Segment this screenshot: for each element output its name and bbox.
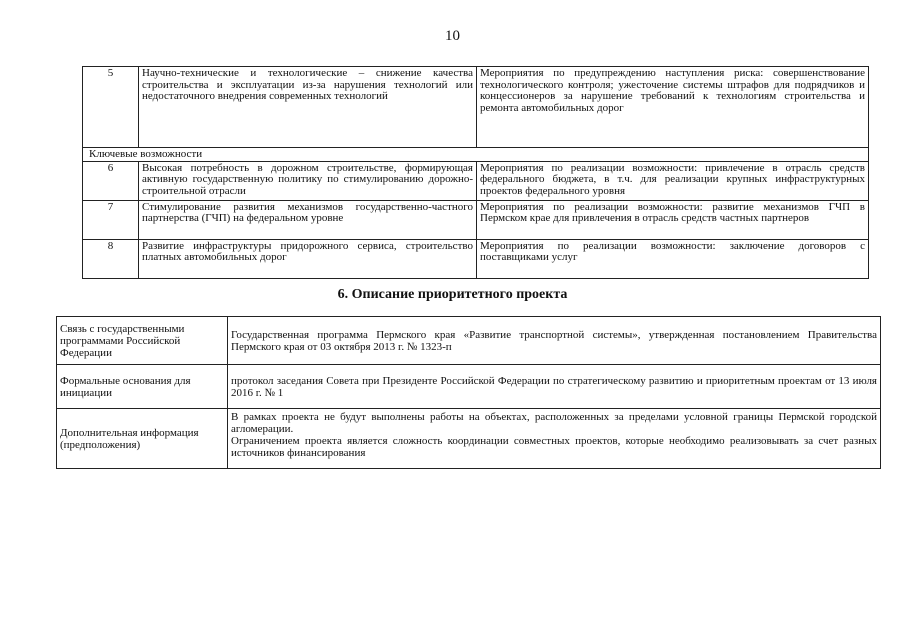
row-number: 5 <box>83 67 139 148</box>
field-value: протокол заседания Совета при Президенте Российской Федерации по стратегическому развитию и приоритетным проектам от 13 июля 2016 г. № 1 <box>228 365 881 409</box>
row-number: 8 <box>83 239 139 278</box>
table-row <box>83 239 869 278</box>
table-row <box>57 317 881 365</box>
constraint-text: Ограничением проекта является сложность координации совместных проектов, которые необходимо реализовывать за счет разных источников финансирования <box>231 435 877 459</box>
section-label: Ключевые возможности <box>83 148 869 162</box>
field-value: Государственная программа Пермского края «Развитие транспортной системы», утвержденная постановлением Правительства Пермского края от 03 октября 2013 г. № 1323-п <box>228 317 881 365</box>
opportunity-description: Высокая потребность в дорожном строительстве, формирующая активную государственную политику по стимулированию дорожно-строительной отрасли <box>139 161 477 200</box>
project-description-table <box>56 316 881 469</box>
section-title: 6. Описание приоритетного проекта <box>337 287 568 302</box>
field-label: Дополнительная информация (предположения) <box>57 409 228 469</box>
row-number: 6 <box>83 161 139 200</box>
opportunity-measures: Мероприятия по реализации возможности: заключение договоров с поставщиками услуг <box>477 239 869 278</box>
section-row <box>83 148 869 162</box>
page-number: 10 <box>445 28 460 44</box>
risk-table <box>82 66 869 279</box>
opportunity-measures: Мероприятия по реализации возможности: привлечение в отрасль средств федерального бюджета, в т.ч. для реализации крупных инфраструктурных проектов федерального уровня <box>477 161 869 200</box>
opportunity-measures: Мероприятия по реализации возможности: развитие механизмов ГЧП в Пермском крае для привлечения в отрасль средств частных партнеров <box>477 200 869 239</box>
opportunity-description: Стимулирование развития механизмов государственно-частного партнерства (ГЧП) на федеральном уровне <box>139 200 477 239</box>
opportunity-description: Развитие инфраструктуры придорожного сервиса, строительство платных автомобильных дорог <box>139 239 477 278</box>
field-value <box>228 409 881 469</box>
risk-description: Научно-технические и технологические – снижение качества строительства и эксплуатации из-за нарушения технологий или недостаточного внедрения современных технологий <box>139 67 477 148</box>
table-row <box>83 161 869 200</box>
assumption-text: В рамках проекта не будут выполнены работы на объектах, расположенных за пределами условной границы Пермской городской агломерации. <box>231 411 877 435</box>
table-row <box>57 365 881 409</box>
table-row <box>83 200 869 239</box>
table-row <box>83 67 869 148</box>
table-row <box>57 409 881 469</box>
field-label: Формальные основания для инициации <box>57 365 228 409</box>
risk-measures: Мероприятия по предупреждению наступления риска: совершенствование технологического контроля; ужесточение системы штрафов для подрядчиков и концессионеров за нарушение требований к технологиям строительства и ремонта автомобильных дорог <box>477 67 869 148</box>
row-number: 7 <box>83 200 139 239</box>
field-label: Связь с государственными программами Российской Федерации <box>57 317 228 365</box>
